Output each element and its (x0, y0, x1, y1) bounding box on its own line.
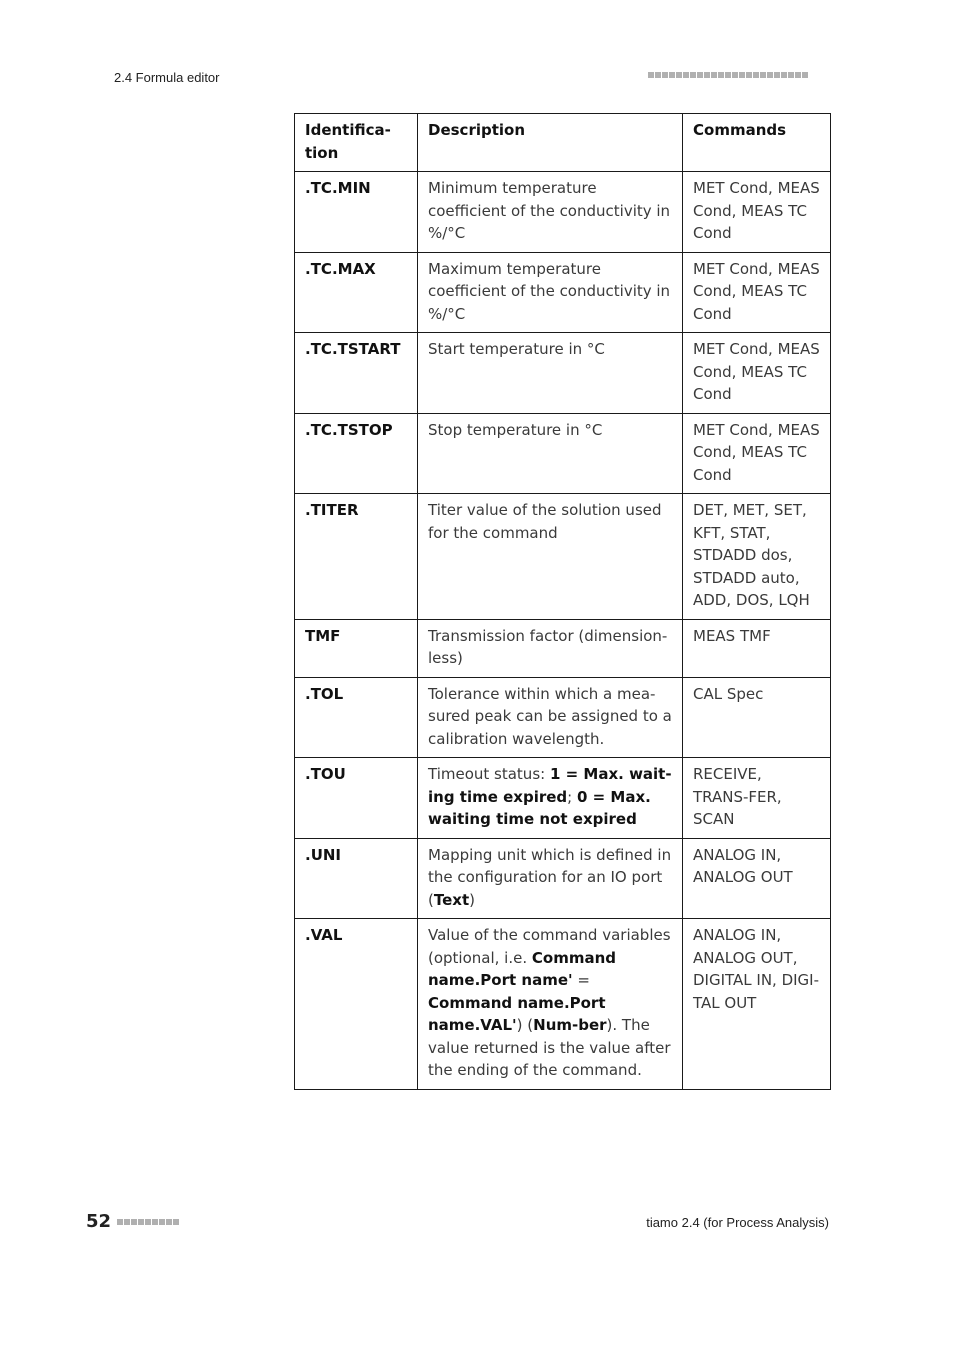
table-row (295, 252, 831, 333)
header-square (648, 72, 654, 78)
description-text: Tolerance within which a mea-sured peak can be assigned to a calibration wavelength. (428, 684, 672, 748)
commands-cell: MET Cond, MEAS Cond, MEAS TC Cond (683, 172, 831, 253)
commands-cell: DET, MET, SET, KFT, STAT, STDADD dos, STDADD auto, ADD, DOS, LQH (683, 494, 831, 620)
header-square (718, 72, 724, 78)
description-text: Minimum temperature coefficient of the conductivity in %/°C (428, 179, 671, 242)
description-text: Value of the command variables (optional, i.e. (428, 926, 671, 967)
identifier-cell: .TC.TSTOP (295, 413, 418, 494)
identifier-cell: .TC.MIN (295, 172, 418, 253)
footer-decoration (117, 1219, 179, 1225)
footer-square (159, 1219, 165, 1225)
description-cell (418, 252, 683, 333)
header-square (676, 72, 682, 78)
table-row (295, 172, 831, 253)
description-bold-text: 1 = Max. wait-ing time expired (428, 765, 672, 806)
running-header-section: 2.4 Formula editor (114, 70, 220, 85)
header-square (767, 72, 773, 78)
description-cell (418, 619, 683, 677)
commands-cell: MEAS TMF (683, 619, 831, 677)
page-number: 52 (86, 1211, 112, 1232)
description-cell (418, 413, 683, 494)
commands-cell: MET Cond, MEAS Cond, MEAS TC Cond (683, 413, 831, 494)
description-text: = (572, 971, 590, 989)
identifier-cell: .TC.MAX (295, 252, 418, 333)
identifier-cell: .TITER (295, 494, 418, 620)
footer-square (145, 1219, 151, 1225)
header-square (795, 72, 801, 78)
commands-cell: RECEIVE, TRANS-FER, SCAN (683, 758, 831, 839)
footer-square (173, 1219, 179, 1225)
identifier-cell: .VAL (295, 919, 418, 1090)
description-cell (418, 919, 683, 1090)
table-row (295, 838, 831, 919)
identifier-cell: .TOU (295, 758, 418, 839)
table-row (295, 413, 831, 494)
footer-page-block (86, 1211, 179, 1232)
description-cell (418, 172, 683, 253)
footer-square (166, 1219, 172, 1225)
footer-product-name: tiamo 2.4 (for Process Analysis) (646, 1215, 829, 1230)
description-text: ) (469, 890, 475, 909)
description-bold-text: 0 = Max. waiting time not expired (428, 787, 651, 828)
header-square (655, 72, 661, 78)
description-text: ) ( (516, 1016, 534, 1034)
commands-cell: ANALOG IN, ANALOG OUT, DIGITAL IN, DIGI-TAL OUT (683, 919, 831, 1090)
description-text: Titer value of the solution used for the command (428, 501, 662, 542)
header-square (760, 72, 766, 78)
description-cell (418, 758, 683, 839)
header-square (662, 72, 668, 78)
column-header-commands: Commands (683, 114, 831, 172)
header-square (711, 72, 717, 78)
header-square (781, 72, 787, 78)
footer-square (117, 1219, 123, 1225)
header-square (774, 72, 780, 78)
header-square (753, 72, 759, 78)
header-square (697, 72, 703, 78)
table-row (295, 677, 831, 758)
commands-cell: MET Cond, MEAS Cond, MEAS TC Cond (683, 333, 831, 414)
description-text: Maximum temperature coefficient of the conductivity in %/°C (428, 259, 671, 323)
description-bold-text: Text (433, 890, 470, 909)
description-cell (418, 494, 683, 620)
description-text: Mapping unit which is defined in the configuration for an IO port ( (428, 845, 672, 909)
header-square (788, 72, 794, 78)
header-square (732, 72, 738, 78)
description-cell (418, 677, 683, 758)
identifier-cell: .TOL (295, 677, 418, 758)
table-row (295, 333, 831, 414)
column-header-description: Description (418, 114, 683, 172)
description-cell (418, 333, 683, 414)
description-cell (418, 838, 683, 919)
formula-variables-table (294, 113, 831, 1090)
header-square (683, 72, 689, 78)
description-text: Stop temperature in °C (428, 420, 603, 439)
description-text: ; (567, 787, 577, 806)
identifier-cell: .TC.TSTART (295, 333, 418, 414)
description-text: Timeout status: (428, 765, 550, 783)
header-square (746, 72, 752, 78)
commands-cell: ANALOG IN, ANALOG OUT (683, 838, 831, 919)
identifier-cell: TMF (295, 619, 418, 677)
table-row (295, 619, 831, 677)
column-header-identification: Identifica- tion (295, 114, 418, 172)
header-square (690, 72, 696, 78)
table-row (295, 494, 831, 620)
header-decoration (648, 72, 808, 78)
table-header-row (295, 114, 831, 172)
header-square (669, 72, 675, 78)
commands-cell: MET Cond, MEAS Cond, MEAS TC Cond (683, 252, 831, 333)
footer-square (131, 1219, 137, 1225)
table-row (295, 758, 831, 839)
footer-square (138, 1219, 144, 1225)
description-bold-text: Command name.Port name.VAL' (428, 993, 606, 1034)
table-row (295, 919, 831, 1090)
description-bold-text: Command name.Port name' (428, 948, 617, 989)
description-text: Start temperature in °C (428, 340, 605, 358)
header-square (802, 72, 808, 78)
description-text: ). The value returned is the value after the ending of the command. (428, 1016, 671, 1079)
identifier-cell: .UNI (295, 838, 418, 919)
description-text: Transmission factor (dimension-less) (428, 626, 668, 667)
table-body (295, 172, 831, 1090)
footer-square (152, 1219, 158, 1225)
header-square (725, 72, 731, 78)
commands-cell: CAL Spec (683, 677, 831, 758)
header-square (704, 72, 710, 78)
footer-square (124, 1219, 130, 1225)
description-bold-text: Num-ber (533, 1016, 607, 1034)
header-square (739, 72, 745, 78)
